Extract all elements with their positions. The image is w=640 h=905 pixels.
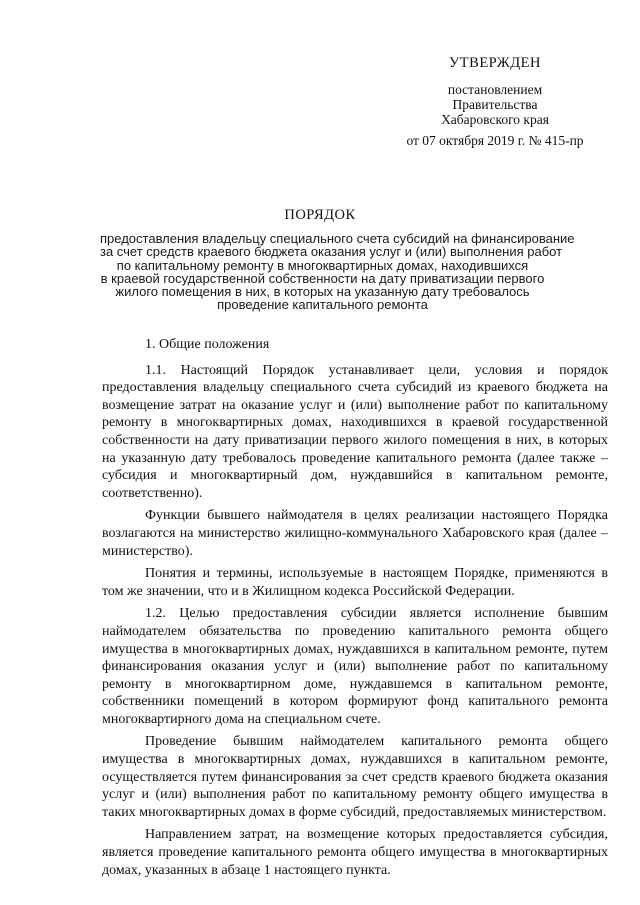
subtitle-line: жилого помещения в них, в которых на указанную дату требовалось xyxy=(115,284,530,300)
approval-line-1: постановлением xyxy=(447,82,543,97)
subtitle-line: проведение капитального ремонта xyxy=(217,297,428,313)
subtitle-line: в краевой государственной собственности на дату приватизации первого xyxy=(100,270,545,286)
document-body xyxy=(102,336,608,884)
paragraph: Направлением затрат, на возмещение которых предоставляется субсидия, является проведение капитального ремонта общего имущества в многоквартирных домах, указанных в абзаце 1 настоящего пункта. xyxy=(102,827,608,878)
paragraph: Проведение бывшим наймодателем капитального ремонта общего имущества в многоквартирных домах, нуждавшихся в капитальном ремонте, осуществляется путем финансирования за счет средств краевого бюджета оказания услуг и (или) выполнения работ по капитальному ремонту общего имущества в таких многоквартирных домах в форме субсидий, предоставляемых министерством. xyxy=(102,734,608,820)
paragraph: Функции бывшего наймодателя в целях реализации настоящего Порядка возлагаются на министерство жилищно-коммунального Хабаровского края (далее – министерство). xyxy=(102,508,608,559)
approval-line-3: Хабаровского края xyxy=(441,112,549,127)
section-heading: 1. Общие положения xyxy=(145,337,270,352)
paragraph: 1.2. Целью предоставления субсидии является исполнение бывшим наймодателем обязательства по проведению капитального ремонта общего имущества в многоквартирных домах, нуждавшихся в капитальном ремонте, путем финансирования оказания услуг и (или) выполнение работ по капитальному ремонту в многоквартирном доме, нуждавшемся в капитальном ремонте, собственники помещений в котором формируют фонд капитального ремонта многоквартирного дома на специальном счете. xyxy=(102,606,608,727)
approval-title: УТВЕРЖДЕН xyxy=(449,55,541,71)
approval-block xyxy=(380,56,610,148)
paragraph: 1.1. Настоящий Порядок устанавливает цели, условия и порядок предоставления владельцу специального счета субсидий из краевого бюджета на возмещение затрат на оказание услуг и (или) выполнение работ по капитальному ремонту в многоквартирных домах, находившихся в краевой государственной собственности на дату приватизации первого жилого помещения в них, в которых на указанную дату требовалось проведение капитального ремонта (далее также – субсидия и многоквартирный дом, нуждавшийся в капитальном ремонте, соответственно). xyxy=(102,362,608,501)
document-title: ПОРЯДОК xyxy=(284,207,356,223)
approval-line-2: Правительства xyxy=(452,97,538,112)
approval-date: от 07 октября 2019 г. № 415-пр xyxy=(406,133,584,148)
subtitle-line: предоставления владельцу специального счета субсидий на финансирование xyxy=(100,231,575,246)
subtitle-line: за счет средств краевого бюджета оказания услуг и (или) выполнения работ xyxy=(100,244,563,260)
document-subtitle xyxy=(100,231,575,313)
paragraph: Понятия и термины, используемые в настоящем Порядке, применяются в том же значении, что и в Жилищном кодекса Российской Федерации. xyxy=(102,566,608,599)
subtitle-line: по капитальному ремонту в многоквартирных домах, находившихся xyxy=(116,257,529,273)
